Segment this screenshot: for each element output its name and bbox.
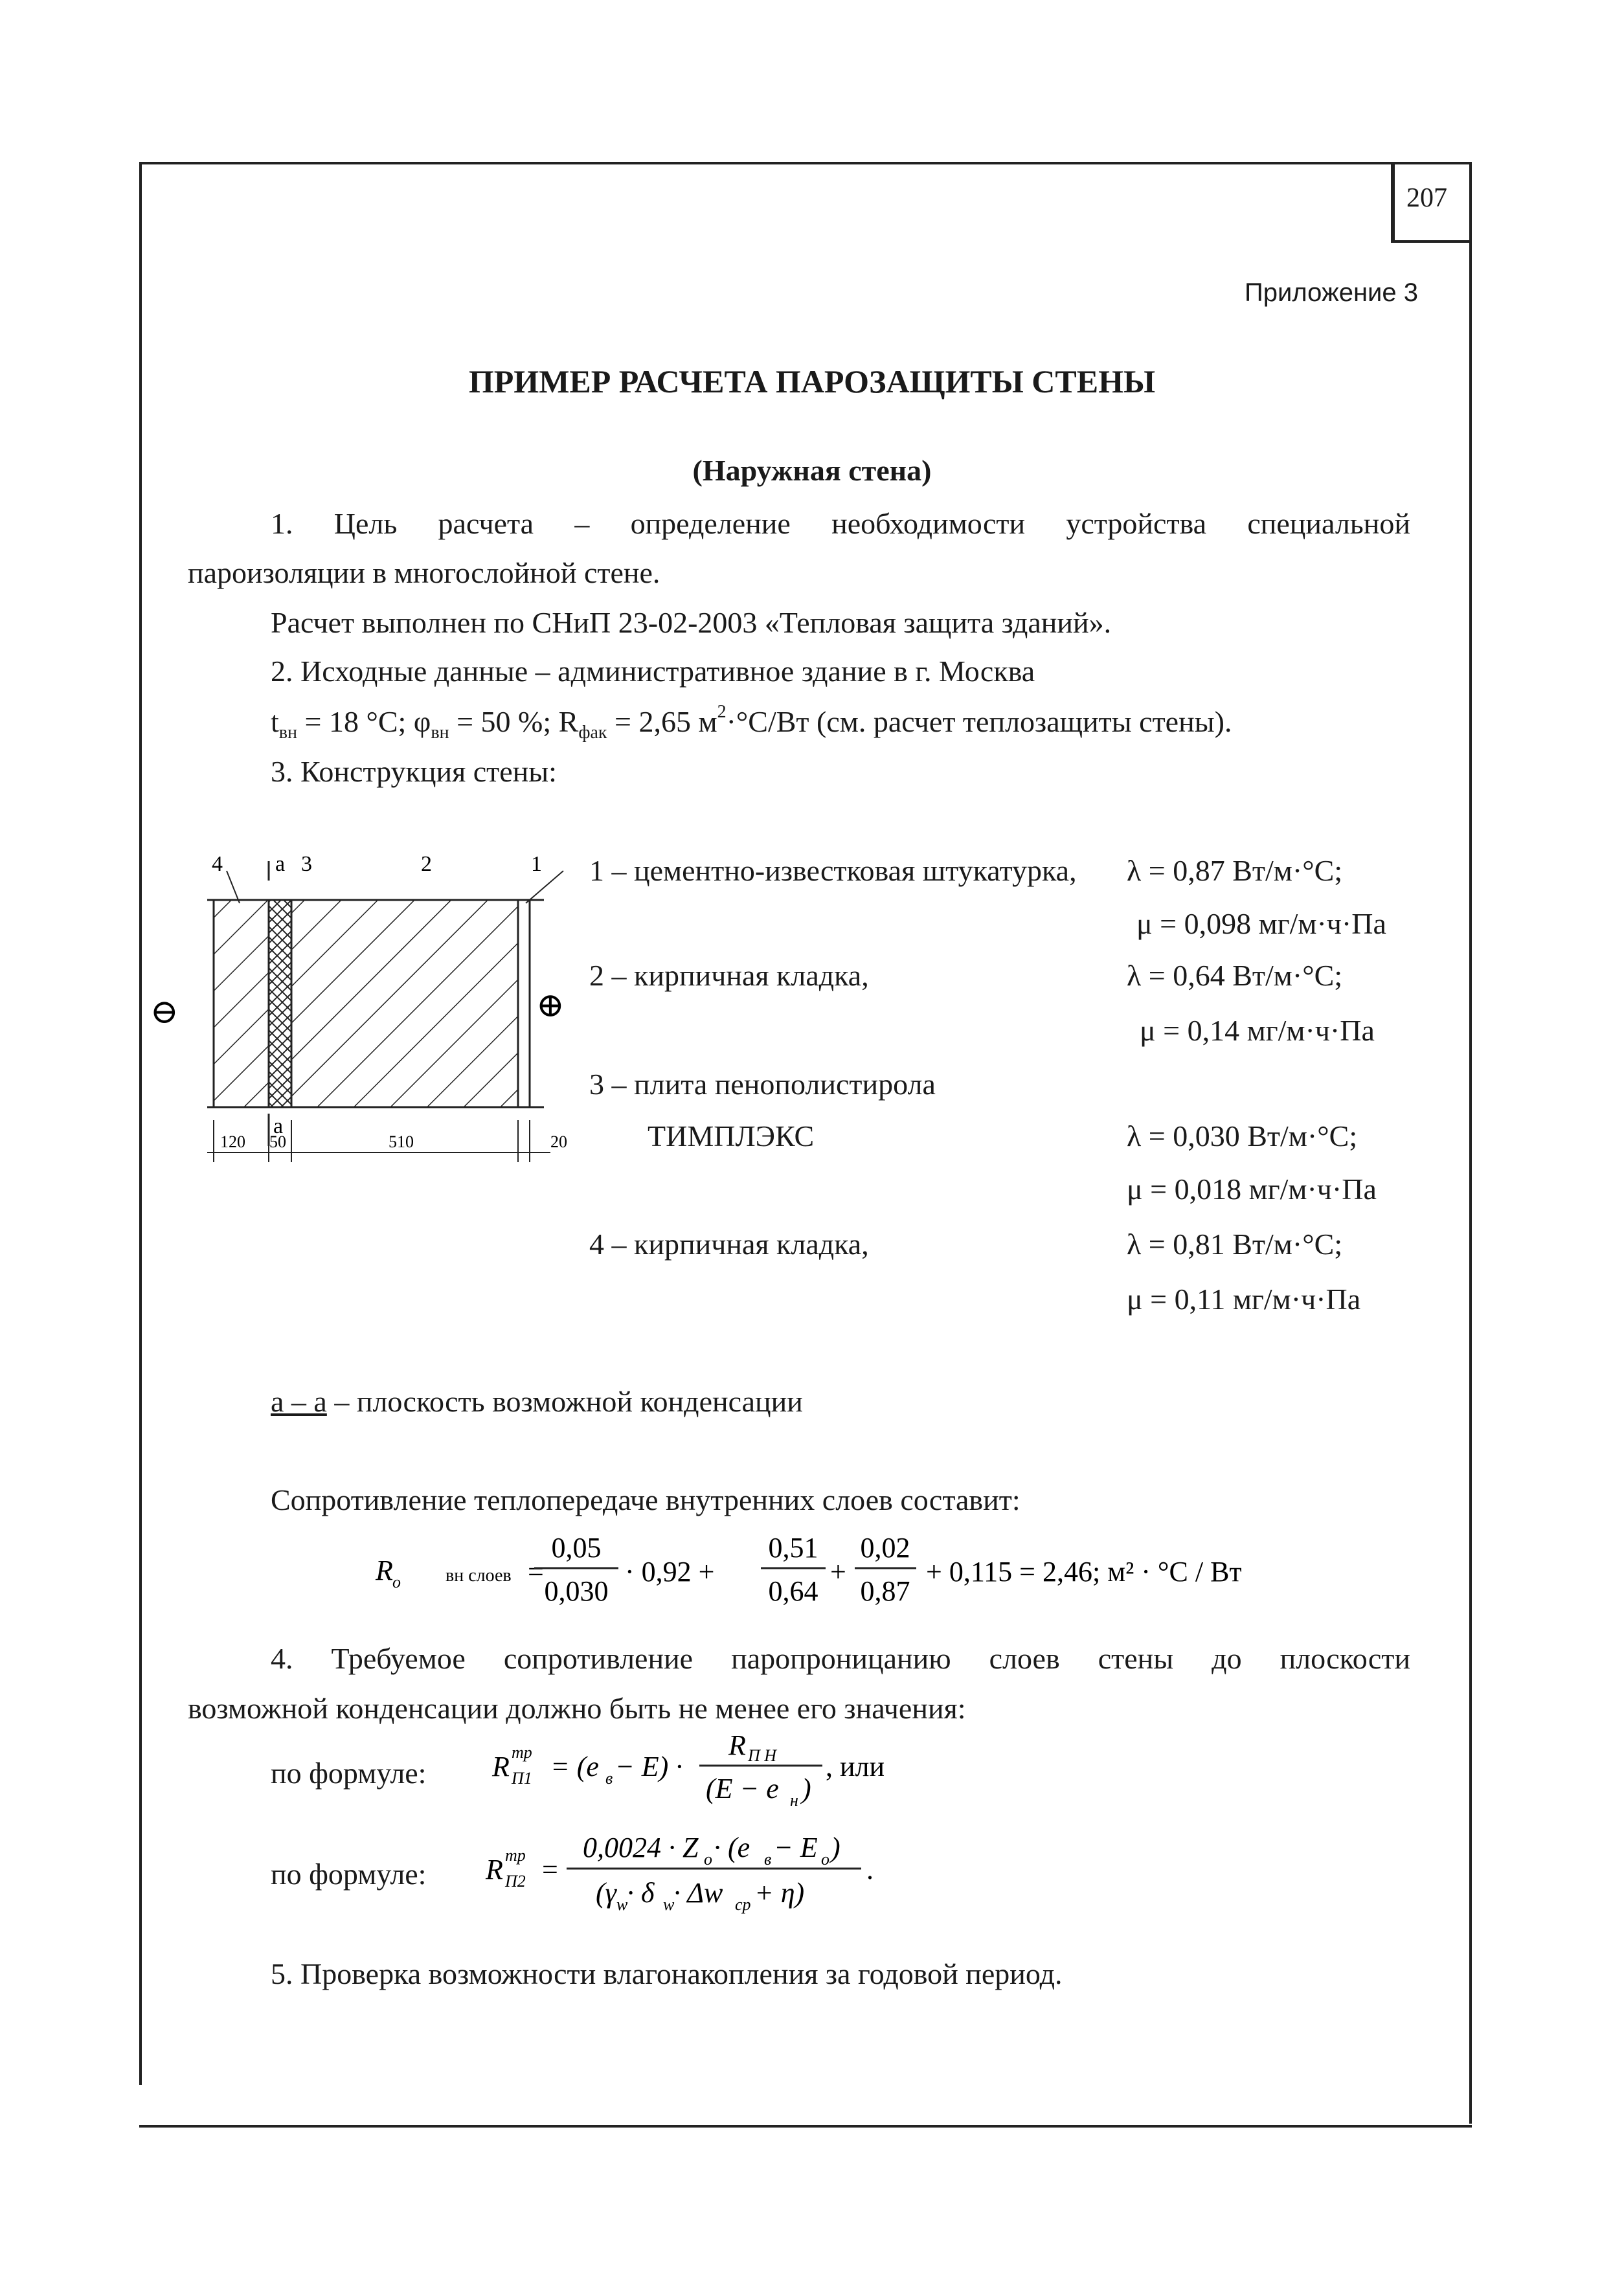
plane-label: а – а [271, 1385, 327, 1418]
svg-text:(γ: (γ [596, 1877, 616, 1909]
layer-4-name: 4 – кирпичная кладка, [589, 1228, 869, 1261]
svg-text:R: R [486, 1854, 503, 1885]
svg-text:П1: П1 [512, 1769, 532, 1788]
svg-text:вн слоев: вн слоев [445, 1566, 512, 1586]
page-title: ПРИМЕР РАСЧЕТА ПАРОЗАЩИТЫ СТЕНЫ [468, 363, 1156, 399]
svg-text:+ η): + η) [754, 1877, 805, 1909]
paragraph-3: 3. Конструкция стены: [271, 755, 557, 788]
formula-rp2 [479, 1826, 997, 1923]
svg-text:= (e: = (e [550, 1751, 599, 1782]
diagram-label-a-bottom: а [273, 1114, 284, 1138]
appendix-label: Приложение 3 [1245, 278, 1418, 307]
frame-top [139, 162, 1472, 164]
svg-text:): ) [802, 1773, 811, 1804]
dim-50: 50 [269, 1132, 286, 1151]
svg-text:): ) [831, 1832, 840, 1863]
diagram-label-a-top: а [275, 852, 286, 876]
svg-text:w: w [616, 1895, 628, 1914]
plus-side-icon: ⊕ [536, 987, 565, 1024]
layer-1-lambda: λ = 0,87 Вт/м·°С; [1127, 854, 1343, 887]
minus-side-icon: ⊖ [150, 994, 179, 1031]
layer-4-lambda: λ = 0,81 Вт/м·°С; [1127, 1228, 1343, 1261]
svg-text:0,0024 · Z: 0,0024 · Z [583, 1832, 699, 1863]
svg-text:0,02: 0,02 [860, 1532, 910, 1564]
layer-3-lambda: λ = 0,030 Вт/м·°С; [1127, 1119, 1358, 1152]
svg-text:0,05: 0,05 [551, 1532, 602, 1564]
paragraph-norm: Расчет выполнен по СНиП 23-02-2003 «Тепловая защита зданий». [271, 606, 1112, 639]
svg-text:+: + [830, 1556, 846, 1588]
paragraph-1-line-2: пароизоляции в многослойной стене. [188, 556, 660, 589]
layer-3-name: 3 – плита пенополистирола [589, 1068, 936, 1101]
svg-text:=: = [528, 1556, 544, 1588]
condensation-plane-note: а – а – плоскость возможной конденсации [271, 1385, 803, 1418]
svg-text:о: о [821, 1850, 829, 1869]
svg-text:R: R [376, 1555, 393, 1586]
layer-4-brick [214, 900, 269, 1107]
svg-text:· δ: · δ [627, 1877, 655, 1909]
paragraph-4-line-2: возможной конденсации должно быть не менее его значения: [188, 1692, 966, 1725]
svg-text:0,51: 0,51 [768, 1532, 818, 1564]
svg-text:(E − e: (E − e [706, 1773, 779, 1804]
svg-text:, или: , или [826, 1751, 885, 1782]
svg-text:в: в [605, 1769, 613, 1788]
layer-3-mu: μ = 0,018 мг/м·ч·Па [1127, 1173, 1377, 1206]
initial-data-line: $t_{вн} = 18$ °С; $\varphi_{вн} = 50$ %; $R_{фак} = 2,65$ $м^2\cdot^\circ С/Вт$ (см. расчет теплозащиты стены). [271, 702, 1232, 743]
diagram-label-3: 3 [301, 852, 312, 876]
paragraph-5: 5. Проверка возможности влагонакопления за годовой период. [271, 1957, 1063, 1990]
wall-diagram [142, 842, 596, 1185]
layer-2-brick [291, 900, 518, 1107]
page-number: 207 [1406, 183, 1447, 213]
paragraph-2: 2. Исходные данные – административное здание в г. Москва [271, 655, 1035, 688]
svg-text:.: . [866, 1854, 874, 1885]
diagram-label-2: 2 [421, 852, 432, 876]
svg-text:П2: П2 [505, 1872, 526, 1891]
diagram-label-4: 4 [212, 852, 223, 876]
diagram-label-1: 1 [531, 852, 542, 876]
svg-text:R: R [728, 1729, 746, 1761]
page-subtitle: (Наружная стена) [692, 454, 932, 487]
dim-120: 120 [220, 1132, 245, 1151]
svg-text:· Δw: · Δw [673, 1877, 723, 1909]
frame-left [139, 162, 142, 2085]
dim-510: 510 [389, 1132, 414, 1151]
svg-text:н: н [790, 1791, 798, 1810]
svg-text:0,87: 0,87 [860, 1575, 910, 1607]
layer-1-plaster [518, 900, 530, 1107]
layer-1-name: 1 – цементно-известковая штукатурка, [589, 854, 1077, 887]
layer-4-mu: μ = 0,11 мг/м·ч·Па [1127, 1283, 1361, 1316]
svg-text:=: = [542, 1854, 558, 1885]
layer-3-foam [269, 900, 291, 1107]
paragraph-4-line-1: 4. Требуемое сопротивление паропроницанию слоев стены до плоскости [271, 1642, 1410, 1675]
layer-2-mu: μ = 0,14 мг/м·ч·Па [1140, 1014, 1375, 1047]
paragraph-1-line-1: 1. Цель расчета – определение необходимости устройства специальной [271, 507, 1410, 540]
svg-text:0,64: 0,64 [768, 1575, 818, 1607]
svg-text:w: w [663, 1895, 675, 1914]
svg-text:о: о [392, 1573, 401, 1591]
by-formula-label-2: по формуле: [271, 1858, 427, 1891]
by-formula-label-1: по формуле: [271, 1757, 427, 1790]
layer-2-lambda: λ = 0,64 Вт/м·°С; [1127, 959, 1343, 992]
dim-20: 20 [550, 1132, 567, 1151]
resistance-intro: Сопротивление теплопередаче внутренних слоев составит: [271, 1483, 1021, 1516]
svg-text:+ 0,115 = 2,46; м² · °С / Вт: + 0,115 = 2,46; м² · °С / Вт [926, 1556, 1242, 1588]
formula-rp1 [486, 1725, 1068, 1816]
frame-bottom [139, 2125, 1472, 2128]
layer-3-name-2: ТИМПЛЭКС [648, 1119, 815, 1152]
svg-text:ср: ср [735, 1895, 751, 1914]
svg-text:· (e: · (e [714, 1832, 750, 1863]
svg-text:о: о [704, 1850, 712, 1869]
svg-text:в: в [764, 1850, 772, 1869]
layer-2-name: 2 – кирпичная кладка, [589, 959, 869, 992]
svg-text:· 0,92 +: · 0,92 + [625, 1556, 715, 1588]
layer-1-mu: μ = 0,098 мг/м·ч·Па [1136, 907, 1386, 940]
svg-text:тр: тр [505, 1846, 526, 1865]
svg-text:− E: − E [774, 1832, 818, 1863]
svg-text:0,030: 0,030 [544, 1575, 609, 1607]
svg-text:R: R [492, 1751, 510, 1782]
svg-text:тр: тр [512, 1743, 532, 1762]
svg-text:П Н: П Н [748, 1746, 777, 1765]
formula-resistance [369, 1528, 1340, 1619]
svg-text:− E) ·: − E) · [615, 1751, 683, 1782]
